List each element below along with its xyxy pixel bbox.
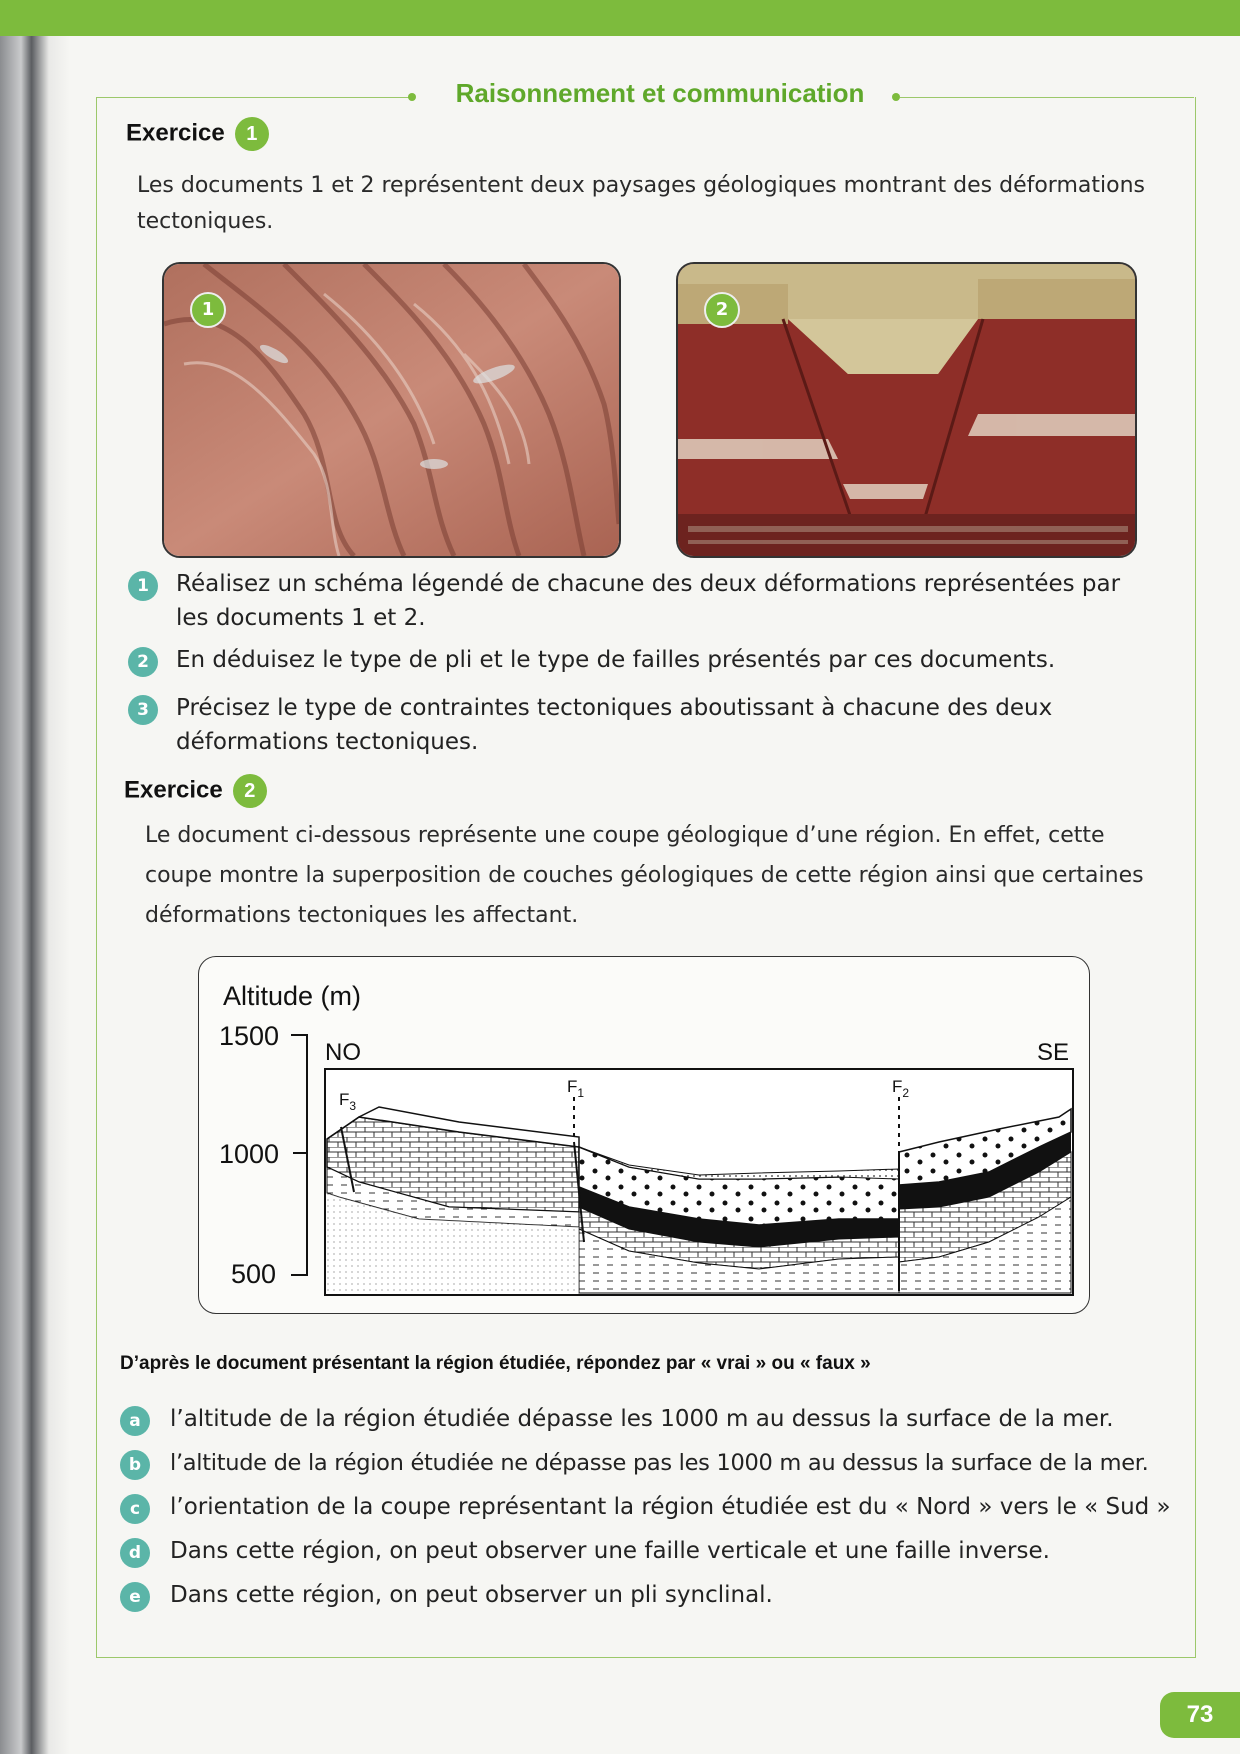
fault-f3-label: $F_3$: [339, 1090, 357, 1113]
photo-1-badge: 1: [190, 292, 226, 328]
document-2-photo-faults: [676, 262, 1137, 558]
document-1-photo-folds: [162, 262, 621, 558]
header-dot-right: [892, 93, 900, 101]
statement-b-letter: b: [120, 1450, 150, 1480]
question-2-text: En déduisez le type de pli et le type de failles présentés par ces documents.: [176, 647, 1056, 673]
statement-c-letter: c: [120, 1494, 150, 1524]
statement-d-letter: d: [120, 1538, 150, 1568]
book-binding-shadow: [0, 0, 70, 1754]
header-dot-left: [408, 93, 416, 101]
geological-cross-section: [198, 956, 1090, 1314]
y-tick-1000: 1000: [219, 1139, 280, 1169]
y-axis-line: [291, 1035, 307, 1275]
y-tick-1500: 1500: [219, 1021, 280, 1051]
statement-a-text: l’altitude de la région étudiée dépasse les 1000 m au dessus la surface de la mer.: [170, 1406, 1114, 1432]
statement-e-text: Dans cette région, on peut observer un pli synclinal.: [170, 1582, 773, 1608]
statement-d-text: Dans cette région, on peut observer une faille verticale et une faille inverse.: [170, 1538, 1050, 1564]
exercise-2-title: Exercice: [124, 776, 223, 804]
true-false-instruction: D’après le document présentant la région étudiée, répondez par « vrai » ou « faux »: [120, 1353, 871, 1374]
frame-top-right-line: [900, 97, 1194, 98]
folded-rock-image: [164, 264, 619, 556]
statement-e-letter: e: [120, 1582, 150, 1612]
question-1-text: Réalisez un schéma légendé de chacune des deux déformations représentées par les documents 1 et 2.: [176, 571, 1121, 631]
direction-left: NO: [325, 1039, 361, 1066]
exercise-2-intro: Le document ci-dessous représente une coupe géologique d’une région. En effet, cette coupe montre la superposition de couches géologiques de cette région ainsi que certaines déformations tectoniques les affectant.: [145, 823, 1144, 928]
page-number: 73: [1160, 1692, 1240, 1738]
fault-f2-label: $F_2$: [892, 1077, 910, 1100]
exercise-2-number: 2: [233, 774, 267, 808]
frame-top-left-line: [96, 97, 411, 98]
question-3-text: Précisez le type de contraintes tectoniques aboutissant à chacune des deux déformations tectoniques.: [176, 695, 1053, 755]
question-1-number: 1: [128, 571, 158, 601]
question-3-number: 3: [128, 695, 158, 725]
exercise-1-heading: [126, 117, 269, 151]
photo-2-badge: 2: [704, 292, 740, 328]
statement-b-text: l’altitude de la région étudiée ne dépasse pas les 1000 m au dessus la surface de la mer.: [170, 1450, 1149, 1476]
exercise-2-heading: [124, 774, 267, 808]
fault-f1-label: $F_1$: [567, 1077, 585, 1100]
exercise-1-title: Exercice: [126, 119, 225, 147]
cross-section-diagram: [199, 957, 1089, 1313]
exercise-1-number: 1: [235, 117, 269, 151]
faulted-rock-image: [678, 264, 1135, 556]
statement-c-text: l’orientation de la coupe représentant la région étudiée est du « Nord » vers le « Sud »: [170, 1494, 1171, 1520]
y-axis-label: Altitude (m): [223, 981, 362, 1011]
question-2-number: 2: [128, 647, 158, 677]
section-title: Raisonnement et communication: [455, 78, 865, 108]
exercise-1-intro: Les documents 1 et 2 représentent deux paysages géologiques montrant des déformations tectoniques.: [137, 173, 1145, 234]
direction-right: SE: [1037, 1039, 1070, 1066]
statement-a-letter: a: [120, 1406, 150, 1436]
y-tick-500: 500: [231, 1259, 277, 1289]
top-color-band: [0, 0, 1240, 36]
